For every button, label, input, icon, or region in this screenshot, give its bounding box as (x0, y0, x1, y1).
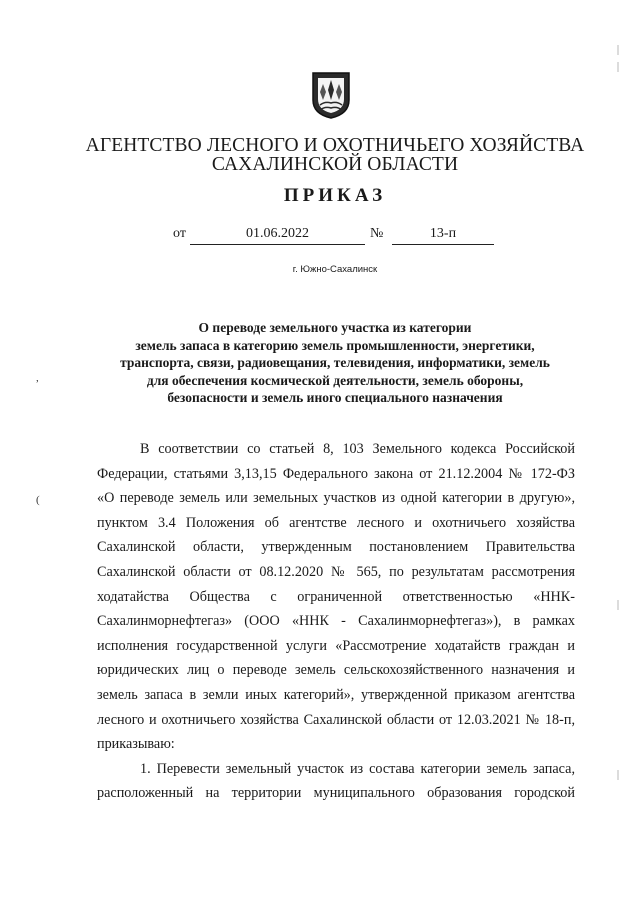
date-label: от (173, 226, 186, 241)
title-line: земель запаса в категорию земель промышленности, энергетики, (135, 337, 535, 353)
body-line: Сахалинской области от 08.12.2020 № 565, по результатам рассмотрения (97, 563, 575, 580)
body-line: юридических лиц о переводе земель сельскохозяйственного назначения и (97, 662, 575, 679)
margin-mark: ( (36, 494, 40, 506)
title-line: О переводе земельного участка из категории (198, 320, 472, 335)
body-line: Сахалинской области, утвержденным постановлением Правительства (97, 539, 575, 556)
body-line: расположенный на территории муниципального образования городской (97, 785, 575, 802)
document-body (97, 437, 575, 806)
title-line: транспорта, связи, радиовещания, телевидения, информатики, земель (120, 355, 550, 370)
coat-of-arms-emblem (310, 70, 352, 120)
scan-edge-mark (617, 600, 619, 610)
body-line: исполнения государственной услуги «Рассмотрение ходатайств граждан и (97, 637, 575, 654)
number-label: № (370, 226, 384, 241)
order-date: 01.06.2022 (246, 226, 309, 241)
body-line: ходатайства Общества с ограниченной ответственностью «ННК- (97, 588, 575, 605)
scan-edge-mark (617, 770, 619, 780)
date-underline (190, 244, 365, 245)
title-line: безопасности и земель иного специального назначения (167, 390, 503, 405)
body-line: приказываю: (97, 736, 175, 753)
title-line: для обеспечения космической деятельности, земель обороны, (146, 372, 524, 388)
city-line: г. Южно-Сахалинск (292, 264, 378, 275)
body-line: «О переводе земель или земельных участков из одной категории в другую», (97, 490, 575, 507)
margin-mark: , (36, 372, 39, 384)
body-line: лесного и охотничьего хозяйства Сахалинской области от 12.03.2021 № 18-п, (97, 711, 575, 728)
body-line: В соответствии со статьей 8, 103 Земельного кодекса Российской (140, 441, 575, 457)
body-line: пунктом 3.4 Положения об агентстве лесного и охотничьего хозяйства (97, 514, 575, 531)
scan-edge-mark (617, 45, 619, 55)
body-line: Сахалинморнефтегаз» (ООО «ННК - Сахалинморнефтегаз»), в рамках (97, 613, 575, 630)
document-title (95, 319, 575, 407)
body-line: 1. Перевести земельный участок из состава категории земель запаса, (140, 760, 575, 777)
body-line: земель запаса в земли иных категорий», утвержденной приказом агентства (97, 686, 575, 703)
body-line: Федерации, статьями 3,13,15 Федерального закона от 21.12.2004 № 172-ФЗ (97, 465, 575, 482)
agency-name-line-2: САХАЛИНСКОЙ ОБЛАСТИ (211, 154, 459, 175)
order-number: 13-п (429, 226, 457, 241)
document-type-heading: ПРИКАЗ (283, 185, 387, 206)
number-underline (392, 244, 494, 245)
scan-edge-mark (617, 62, 619, 72)
agency-name-line-1: АГЕНТСТВО ЛЕСНОГО И ОХОТНИЧЬЕГО ХОЗЯЙСТВА (85, 135, 585, 156)
